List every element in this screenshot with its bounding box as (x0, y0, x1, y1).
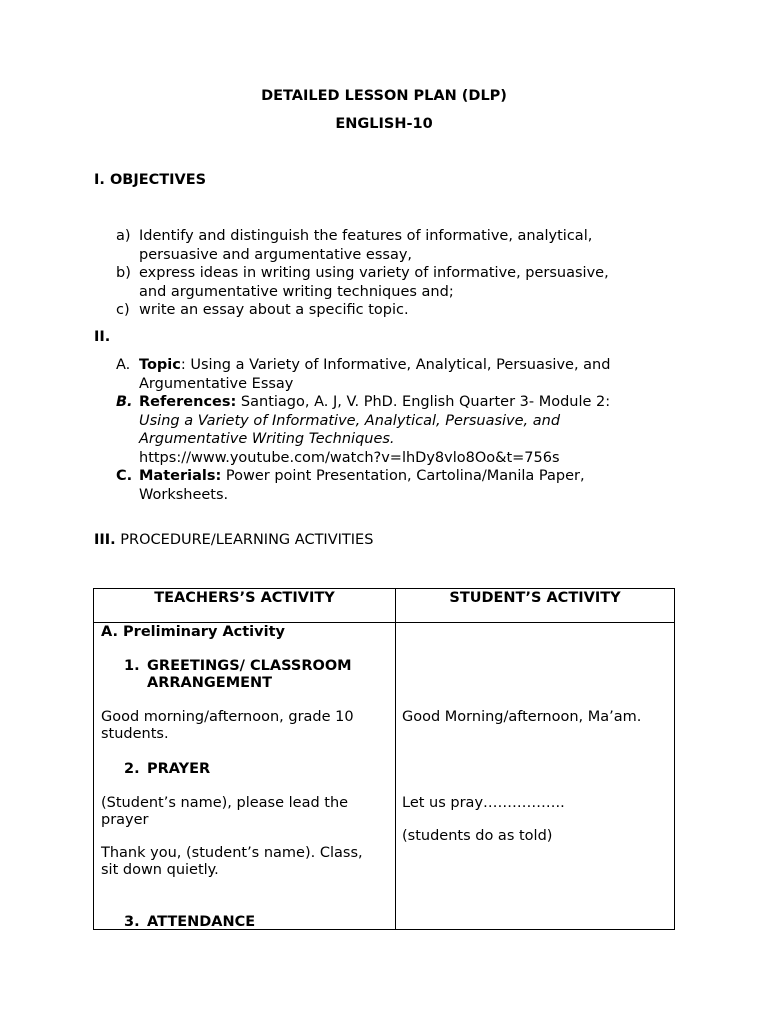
objective-item-c (116, 301, 676, 320)
student-activity-header: STUDENT’S ACTIVITY (396, 589, 675, 623)
objective-item-b (116, 264, 676, 301)
student-greeting-reply: Good Morning/afternoon, Ma’am. (402, 709, 642, 725)
materials-text: Power point Presentation, Cartolina/Manila Paper, (221, 468, 585, 484)
objective-text-line: Identify and distinguish the features of informative, analytical, (139, 228, 593, 244)
references-label: References: (139, 394, 237, 410)
topic-marker: A. (116, 357, 131, 373)
objective-text-line: express ideas in writing using variety of informative, persuasive, (139, 265, 609, 281)
materials-marker: C. (116, 468, 133, 484)
topic-item (116, 356, 676, 393)
document-subtitle: ENGLISH-10 (335, 116, 433, 132)
student-action-note: (students do as told) (402, 828, 553, 844)
objective-text-line: and argumentative writing techniques and; (139, 283, 454, 300)
document-title: DETAILED LESSON PLAN (DLP) (261, 88, 507, 104)
objective-text-line: persuasive and argumentative essay, (139, 246, 413, 263)
objective-item-a (116, 227, 676, 264)
prayer-heading: PRAYER (147, 761, 211, 777)
prayer-text-line1: (Student’s name), please lead the (101, 795, 349, 811)
activity-table (93, 588, 675, 930)
greetings-heading-line2: ARRANGEMENT (147, 675, 273, 691)
references-text: Santiago, A. J, V. PhD. English Quarter 3- Module 2: (236, 394, 611, 410)
topic-text: : Using a Variety of Informative, Analytical, Persuasive, and (180, 357, 611, 373)
references-item (116, 393, 676, 467)
table-row (94, 623, 675, 930)
student-prayer-reply: Let us pray…………….. (402, 795, 565, 811)
objective-marker: b) (116, 265, 131, 281)
teacher-activity-header: TEACHERS’S ACTIVITY (94, 589, 396, 623)
greeting-text-line1: Good morning/afternoon, grade 10 (101, 709, 354, 725)
section-two-heading: II. (94, 329, 111, 345)
objective-marker: c) (116, 302, 130, 318)
references-url: https://www.youtube.com/watch?v=lhDy8vlo8Oo&t=756s (139, 449, 560, 466)
attendance-number: 3. (124, 914, 140, 930)
references-italic-line1: Using a Variety of Informative, Analytical, Persuasive, and (139, 412, 561, 429)
references-italic-line2: Argumentative Writing Techniques. (139, 431, 395, 447)
greetings-heading-line1: GREETINGS/ CLASSROOM (147, 658, 352, 674)
materials-item (116, 467, 676, 504)
attendance-heading: ATTENDANCE (147, 914, 256, 930)
topic-text-line2: Argumentative Essay (139, 375, 294, 392)
thanks-text-line2: sit down quietly. (101, 862, 219, 878)
procedure-heading (94, 531, 373, 550)
section-two-list (116, 356, 676, 504)
objectives-heading: I. OBJECTIVES (94, 172, 207, 188)
prayer-text-line2: prayer (101, 812, 149, 828)
greetings-number: 1. (124, 658, 140, 674)
topic-label: Topic (139, 357, 181, 373)
teacher-activity-cell (94, 623, 396, 930)
procedure-heading-number: III. (94, 532, 116, 548)
table-header-row (94, 589, 675, 623)
materials-text-line2: Worksheets. (139, 486, 229, 503)
student-activity-cell (396, 623, 675, 930)
prayer-number: 2. (124, 761, 140, 777)
materials-label: Materials: (139, 468, 222, 484)
references-marker: B. (116, 394, 133, 410)
preliminary-activity-heading: A. Preliminary Activity (101, 624, 285, 640)
greeting-text-line2: students. (101, 726, 169, 742)
objectives-list (116, 227, 676, 320)
objective-text-line: write an essay about a specific topic. (139, 302, 409, 318)
objective-marker: a) (116, 228, 131, 244)
procedure-heading-text: PROCEDURE/LEARNING ACTIVITIES (115, 532, 374, 548)
thanks-text-line1: Thank you, (student’s name). Class, (101, 845, 363, 861)
